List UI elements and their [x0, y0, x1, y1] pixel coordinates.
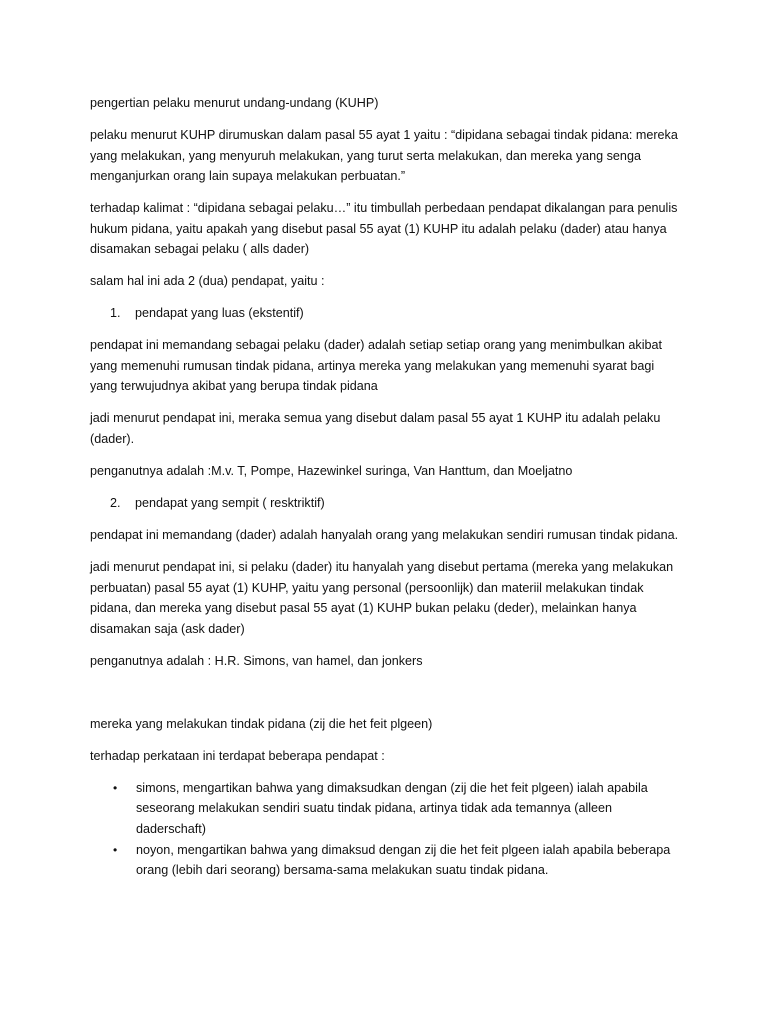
bullet-text-noyon: noyon, mengartikan bahwa yang dimaksud dengan zij die het feit plgeen ialah apabila beberapa orang (lebih dari seorang) bersama-sama melakukan suatu tindak pidana. [136, 842, 671, 878]
paragraph-luas-adherents: penganutnya adalah :M.v. T, Pompe, Hazewinkel suringa, Van Hanttum, dan Moeljatno [90, 464, 573, 479]
numbered-item-2 [90, 493, 680, 514]
paragraph-mereka: mereka yang melakukan tindak pidana (zij die het feit plgeen) [90, 716, 433, 731]
paragraph-perkataan: terhadap perkataan ini terdapat beberapa pendapat : [90, 748, 385, 763]
list-number: 2. [110, 496, 121, 511]
paragraph-luas-description: pendapat ini memandang sebagai pelaku (dader) adalah setiap setiap orang yang menimbulkan akibat yang memenuhi rumusan tindak pidana, artinya mereka yang melakukan yang memenuhi syarat bagi yang terwujudnya akibat yang berupa tindak pidana [90, 338, 663, 394]
list-item-text: pendapat yang sempit ( resktriktif) [135, 496, 325, 511]
paragraph-sempit-description: pendapat ini memandang (dader) adalah hanyalah orang yang melakukan sendiri rumusan tindak pidana. [90, 528, 679, 543]
paragraph-sempit-conclusion: jadi menurut pendapat ini, si pelaku (dader) itu hanyalah yang disebut pertama (mereka yang melakukan perbuatan) pasal 55 ayat (1) KUHP, yaitu yang personal (persoonlijk) dan materiil melakukan tindak pidana, dan mereka yang disebut pasal 55 ayat (1) KUHP bukan pelaku (deder), melainkan hanya disamakan saja (ask dader) [90, 560, 674, 636]
list-item-text: pendapat yang luas (ekstentif) [135, 306, 304, 321]
document-heading: pengertian pelaku menurut undang-undang (KUHP) [90, 96, 379, 110]
paragraph-dua-pendapat: salam hal ini ada 2 (dua) pendapat, yaitu : [90, 274, 325, 289]
list-item [90, 840, 680, 881]
bullet-icon: • [113, 842, 118, 857]
list-item [90, 778, 680, 840]
bullet-text-simons: simons, mengartikan bahwa yang dimaksudkan dengan (zij die het feit plgeen) ialah apabila seseorang melakukan sendiri suatu tindak pidana, artinya tidak ada temannya (alleen daderschaft) [136, 780, 648, 836]
paragraph-kalimat: terhadap kalimat : “dipidana sebagai pelaku…” itu timbullah perbedaan pendapat dikalangan para penulis hukum pidana, yaitu apakah yang disebut pasal 55 ayat (1) KUHP itu adalah pelaku (dader) atau hanya disamakan sebagai pelaku ( alls dader) [90, 201, 678, 257]
document-page [90, 93, 680, 881]
paragraph-luas-conclusion: jadi menurut pendapat ini, meraka semua yang disebut dalam pasal 55 ayat 1 KUHP itu adalah pelaku (dader). [90, 411, 661, 447]
numbered-item-1 [90, 303, 680, 324]
paragraph-sempit-adherents: penganutnya adalah : H.R. Simons, van hamel, dan jonkers [90, 653, 423, 668]
bullet-icon: • [113, 780, 118, 795]
list-number: 1. [110, 306, 121, 321]
bullet-list [90, 778, 680, 881]
paragraph-definition: pelaku menurut KUHP dirumuskan dalam pasal 55 ayat 1 yaitu : “dipidana sebagai tindak pidana: mereka yang melakukan, yang menyuruh melakukan, yang turut serta melakukan, dan mereka yang senga menganjurkan orang lain supaya melakukan perbuatan.” [90, 127, 678, 184]
blank-line [90, 683, 680, 714]
